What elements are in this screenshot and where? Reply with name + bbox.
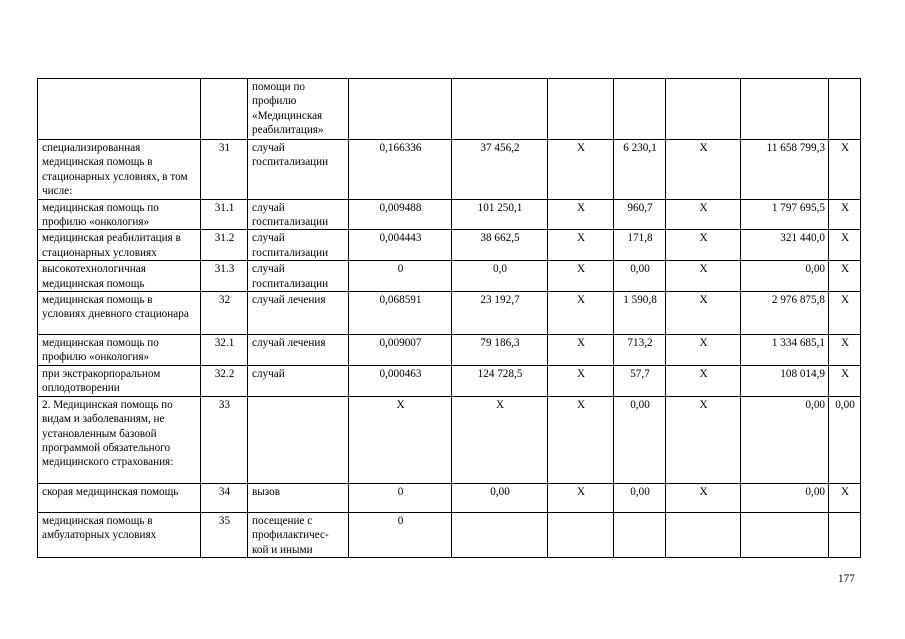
row-number-cell: 31.3 — [201, 261, 248, 292]
row-name-cell: специализированная медицинская помощь в стационарных условиях, в том числе: — [38, 140, 201, 200]
data-table — [37, 78, 861, 558]
value-cell: Х — [548, 230, 614, 261]
row-name-cell: медицинская реабилитация в стационарных условиях — [38, 230, 201, 261]
unit-cell: посещение с профилактичес-кой и иными — [248, 512, 349, 557]
table-row — [38, 140, 861, 200]
row-number-cell: 32 — [201, 292, 248, 335]
value-cell: Х — [452, 396, 548, 483]
value-cell: 38 662,5 — [452, 230, 548, 261]
value-cell: Х — [548, 292, 614, 335]
value-cell: Х — [829, 483, 861, 512]
value-cell — [452, 79, 548, 140]
value-cell: 171,8 — [614, 230, 666, 261]
row-number-cell: 34 — [201, 483, 248, 512]
row-name-cell: медицинская помощь в амбулаторных условиях — [38, 512, 201, 557]
value-cell: 0 — [349, 512, 452, 557]
value-cell: Х — [666, 199, 741, 230]
row-name-cell: медицинская помощь по профилю «онкология» — [38, 335, 201, 366]
value-cell: 0,0 — [452, 261, 548, 292]
row-number-cell: 33 — [201, 396, 248, 483]
value-cell: Х — [548, 365, 614, 396]
value-cell: 0 — [349, 261, 452, 292]
value-cell — [741, 512, 829, 557]
value-cell: 124 728,5 — [452, 365, 548, 396]
row-number-cell: 32.2 — [201, 365, 248, 396]
table-row — [38, 396, 861, 483]
value-cell — [349, 79, 452, 140]
unit-cell: случай госпитализации — [248, 261, 349, 292]
value-cell: Х — [666, 365, 741, 396]
unit-cell: случай госпитализации — [248, 230, 349, 261]
value-cell — [666, 79, 741, 140]
value-cell: 79 186,3 — [452, 335, 548, 366]
value-cell: 0,009488 — [349, 199, 452, 230]
value-cell: Х — [829, 199, 861, 230]
table-row — [38, 512, 861, 557]
value-cell: 0,009007 — [349, 335, 452, 366]
row-number-cell: 31 — [201, 140, 248, 200]
unit-cell: случай лечения — [248, 335, 349, 366]
value-cell — [614, 512, 666, 557]
table-row — [38, 79, 861, 140]
value-cell — [548, 512, 614, 557]
row-name-cell: медицинская помощь по профилю «онкология» — [38, 199, 201, 230]
value-cell: 11 658 799,3 — [741, 140, 829, 200]
unit-cell: помощи по профилю «Медицинская реабилитация» — [248, 79, 349, 140]
value-cell: 0,00 — [614, 396, 666, 483]
value-cell: Х — [349, 396, 452, 483]
value-cell: Х — [666, 396, 741, 483]
row-name-cell: при экстракорпоральном оплодотворении — [38, 365, 201, 396]
table-body — [38, 79, 861, 558]
value-cell: 57,7 — [614, 365, 666, 396]
value-cell: 960,7 — [614, 199, 666, 230]
value-cell: 0,00 — [741, 261, 829, 292]
table-row — [38, 292, 861, 335]
value-cell: Х — [548, 140, 614, 200]
value-cell: Х — [829, 230, 861, 261]
unit-cell: случай — [248, 365, 349, 396]
value-cell — [614, 79, 666, 140]
row-name-cell: медицинская помощь в условиях дневного стационара — [38, 292, 201, 335]
value-cell: Х — [548, 335, 614, 366]
value-cell: 23 192,7 — [452, 292, 548, 335]
value-cell — [829, 79, 861, 140]
value-cell — [829, 512, 861, 557]
row-name-cell: 2. Медицинская помощь по видам и заболеваниям, не установленным базовой программой обязательного медицинского страхования: — [38, 396, 201, 483]
value-cell: Х — [666, 261, 741, 292]
value-cell: Х — [829, 140, 861, 200]
table-row — [38, 335, 861, 366]
value-cell: Х — [666, 140, 741, 200]
value-cell: 0,166336 — [349, 140, 452, 200]
value-cell: Х — [548, 261, 614, 292]
table-row — [38, 261, 861, 292]
value-cell: 0,00 — [741, 483, 829, 512]
value-cell: 108 014,9 — [741, 365, 829, 396]
unit-cell: случай госпитализации — [248, 140, 349, 200]
value-cell: 0,004443 — [349, 230, 452, 261]
row-name-cell: скорая медицинская помощь — [38, 483, 201, 512]
value-cell: 0,068591 — [349, 292, 452, 335]
value-cell: 321 440,0 — [741, 230, 829, 261]
value-cell: 0,00 — [614, 261, 666, 292]
value-cell: 713,2 — [614, 335, 666, 366]
row-number-cell: 31.1 — [201, 199, 248, 230]
table-row — [38, 199, 861, 230]
value-cell: 0,00 — [829, 396, 861, 483]
unit-cell: случай госпитализации — [248, 199, 349, 230]
value-cell: Х — [829, 292, 861, 335]
value-cell — [741, 79, 829, 140]
value-cell: 0,00 — [614, 483, 666, 512]
value-cell: 0,00 — [741, 396, 829, 483]
unit-cell: случай лечения — [248, 292, 349, 335]
row-number-cell: 31.2 — [201, 230, 248, 261]
row-name-cell: высокотехнологичная медицинская помощь — [38, 261, 201, 292]
unit-cell: вызов — [248, 483, 349, 512]
value-cell — [548, 79, 614, 140]
value-cell: 1 797 695,5 — [741, 199, 829, 230]
unit-cell — [248, 396, 349, 483]
value-cell: Х — [829, 261, 861, 292]
value-cell — [452, 512, 548, 557]
value-cell: 1 590,8 — [614, 292, 666, 335]
value-cell: 0,00 — [452, 483, 548, 512]
row-name-cell — [38, 79, 201, 140]
table-row — [38, 365, 861, 396]
value-cell: Х — [829, 335, 861, 366]
value-cell: Х — [829, 365, 861, 396]
value-cell: Х — [548, 199, 614, 230]
value-cell: 101 250,1 — [452, 199, 548, 230]
table-row — [38, 230, 861, 261]
value-cell: Х — [548, 483, 614, 512]
value-cell — [666, 512, 741, 557]
row-number-cell: 35 — [201, 512, 248, 557]
value-cell: Х — [548, 396, 614, 483]
value-cell: Х — [666, 230, 741, 261]
value-cell: 1 334 685,1 — [741, 335, 829, 366]
value-cell: 2 976 875,8 — [741, 292, 829, 335]
value-cell: Х — [666, 483, 741, 512]
value-cell: 0,000463 — [349, 365, 452, 396]
value-cell: 37 456,2 — [452, 140, 548, 200]
value-cell: 6 230,1 — [614, 140, 666, 200]
value-cell: Х — [666, 335, 741, 366]
page-number: 177 — [838, 573, 855, 585]
value-cell: 0 — [349, 483, 452, 512]
table-row — [38, 483, 861, 512]
row-number-cell: 32.1 — [201, 335, 248, 366]
value-cell: Х — [666, 292, 741, 335]
row-number-cell — [201, 79, 248, 140]
